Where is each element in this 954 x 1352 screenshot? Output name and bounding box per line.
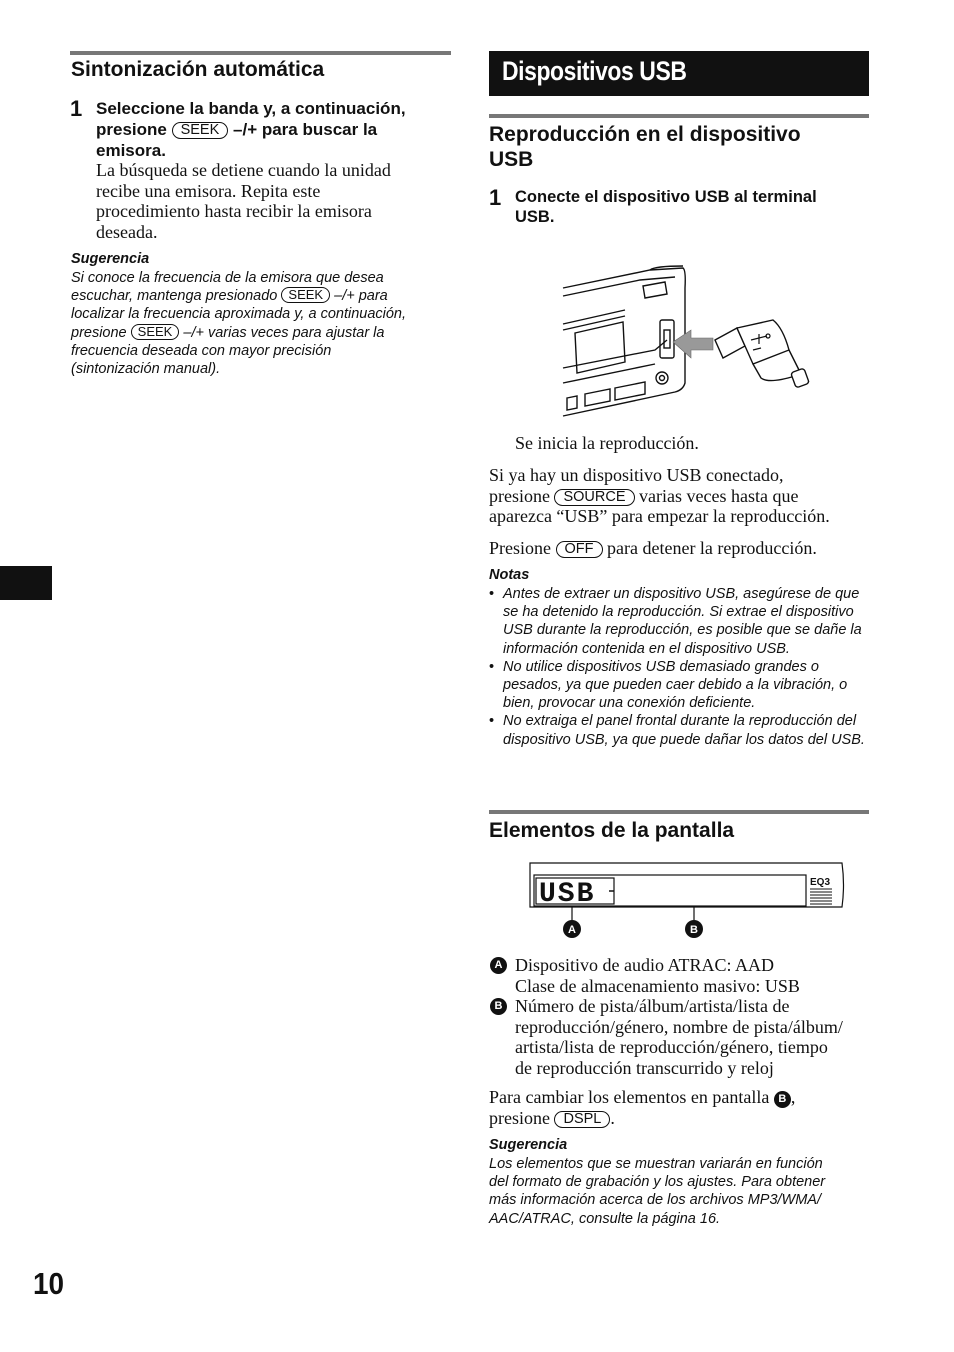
tip-line: Los elementos que se muestran variarán en función <box>489 1156 823 1172</box>
body-text-part: varias veces hasta que <box>639 485 799 506</box>
source-paragraph <box>489 465 869 527</box>
tip-heading: Sugerencia <box>489 1137 568 1153</box>
body-line: deseada. <box>96 221 158 242</box>
subsection-heading-display-items: Elementos de la pantalla <box>489 819 735 842</box>
body-text-part: presione <box>489 1108 550 1128</box>
tip-line <box>71 324 451 342</box>
display-illustration <box>527 861 847 941</box>
item-line: artista/lista de reproducción/género, tiempo <box>515 1037 828 1057</box>
tip-line: frecuencia deseada con mayor precisión <box>71 342 332 359</box>
seek-key: SEEK <box>172 122 229 139</box>
playback-starts-text: Se inicia la reproducción. <box>515 433 699 453</box>
note-item: • No extraiga el panel frontal durante la reproducción del dispositivo USB, ya que puede dañar los datos del USB. <box>489 712 869 748</box>
body-line: Si ya hay un dispositivo USB conectado, <box>489 465 784 485</box>
note-item: • Antes de extraer un dispositivo USB, asegúrese de que se ha detenido la reproducción. Si extrae el dispositivo USB durante la reproducción, es posible que se dañe la información contenida en el dispositivo USB. <box>489 585 869 658</box>
tip-text-part: escuchar, mantenga presionado <box>71 288 278 305</box>
item-line: de reproducción transcurrido y reloj <box>515 1057 774 1078</box>
step-description <box>96 160 456 242</box>
body-line <box>489 1108 869 1129</box>
step-line: emisora. <box>96 141 166 160</box>
heading-rule <box>489 114 869 118</box>
step-text: –/+ para buscar la <box>233 120 378 139</box>
body-line: recibe una emisora. Repita este <box>96 180 321 201</box>
body-text-part: presione <box>489 485 550 506</box>
callout-b: B <box>690 924 698 936</box>
section-heading-auto-tuning: Sintonización automática <box>71 58 325 81</box>
callout-b-badge: B <box>774 1091 791 1108</box>
step-line: USB. <box>515 208 555 226</box>
note-item: • No utilice dispositivos USB demasiado grandes o pesados, ya que pueden caer debido a la vibración, o bien, provocar una conexión deficiente. <box>489 658 869 713</box>
tip-line: más información acerca de los archivos MP3/WMA/ <box>489 1192 821 1209</box>
item-b <box>489 996 879 1078</box>
seek-key: SEEK <box>281 287 330 303</box>
tip-text-part: presione <box>71 324 127 341</box>
page-number: 10 <box>33 1266 65 1301</box>
body-text-part: , <box>790 1087 796 1107</box>
section-title-bar <box>489 51 869 96</box>
off-paragraph <box>489 538 869 559</box>
callout-a-badge: A <box>490 957 507 974</box>
step-number: 1 <box>489 185 502 210</box>
body-text-part: para detener la reproducción. <box>607 538 817 558</box>
display-items-list <box>489 955 879 1078</box>
body-line: procedimiento hasta recibir la emisora <box>96 201 372 221</box>
heading-rule <box>70 51 451 55</box>
notes-list <box>489 585 869 749</box>
tip-text <box>489 1155 869 1228</box>
source-key: SOURCE <box>554 489 634 506</box>
heading-line: Reproducción en el dispositivo <box>489 123 801 146</box>
body-text-part: Para cambiar los elementos en pantalla <box>489 1087 770 1107</box>
step-instruction <box>515 187 875 227</box>
callout-a: A <box>568 924 576 936</box>
tip-line: del formato de grabación y los ajustes. Para obtener <box>489 1174 826 1191</box>
tip-text-part: –/+ para <box>334 288 388 305</box>
item-line: Número de pista/álbum/artista/lista de <box>515 996 790 1016</box>
body-text-part: Presione <box>489 538 551 558</box>
tip-line: (sintonización manual). <box>71 361 221 378</box>
item-line: Clase de almacenamiento masivo: USB <box>515 975 800 996</box>
usb-connection-illustration <box>555 258 815 423</box>
heading-rule <box>489 810 869 814</box>
step-number: 1 <box>70 96 83 121</box>
section-title: Dispositivos USB <box>502 56 687 86</box>
display-eq-label: EQ3 <box>810 877 831 888</box>
item-line: Dispositivo de audio ATRAC: AAD <box>515 955 775 975</box>
step-line: Conecte el dispositivo USB al terminal <box>515 188 817 206</box>
body-line: La búsqueda se detiene cuando la unidad <box>96 160 391 180</box>
step-instruction <box>96 98 456 161</box>
body-text-part: . <box>610 1108 615 1128</box>
display-usb-text: USB <box>539 879 596 910</box>
seek-key: SEEK <box>131 324 180 340</box>
section-tab-marker <box>0 566 52 600</box>
body-line: aparezca “USB” para empezar la reproducción. <box>489 506 830 526</box>
step-text: presione <box>96 120 167 139</box>
change-display-paragraph <box>489 1087 869 1129</box>
item-a <box>489 955 879 996</box>
tip-heading: Sugerencia <box>71 251 150 267</box>
body-line <box>489 486 869 507</box>
step-line <box>96 119 456 140</box>
item-line: reproducción/género, nombre de pista/álbum/ <box>515 1016 843 1037</box>
body-line <box>489 1087 869 1108</box>
tip-text <box>71 269 451 378</box>
step-line: Seleccione la banda y, a continuación, <box>96 99 406 118</box>
tip-line: AAC/ATRAC, consulte la página 16. <box>489 1210 721 1227</box>
callout-b-badge: B <box>490 998 507 1015</box>
tip-line: localizar la frecuencia aproximada y, a continuación, <box>71 306 407 323</box>
heading-line: USB <box>489 148 534 171</box>
tip-text-part: –/+ varias veces para ajustar la <box>183 324 385 341</box>
subsection-heading-usb-playback <box>489 122 869 172</box>
tip-line <box>71 287 451 305</box>
off-key: OFF <box>556 541 603 558</box>
notes-heading: Notas <box>489 567 530 583</box>
tip-line: Si conoce la frecuencia de la emisora que desea <box>71 270 384 286</box>
dspl-key: DSPL <box>554 1111 610 1128</box>
